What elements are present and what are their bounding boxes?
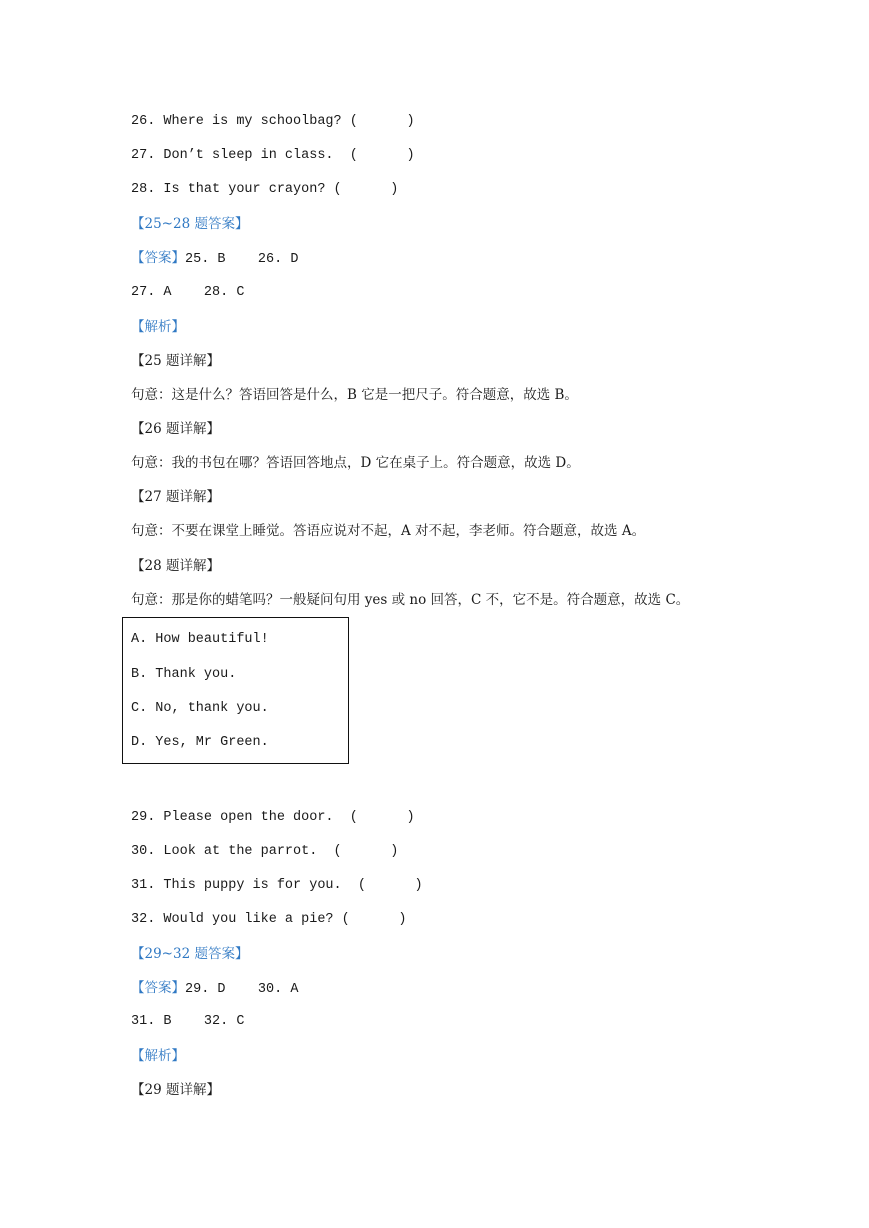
detail-title-25: 【25 题详解】 — [131, 353, 220, 369]
answer-line-4: 31. B 32. C — [131, 1014, 245, 1029]
detail-title-29: 【29 题详解】 — [131, 1082, 220, 1098]
answer-header-25-28: 【25~28 题答案】 — [131, 216, 249, 232]
detail-text-25: 句意：这是什么？答语回答是什么，B 它是一把尺子。符合题意，故选 B。 — [131, 387, 578, 403]
answer-header-29-32: 【29~32 题答案】 — [131, 946, 249, 962]
question-32: 32. Would you like a pie? ( ) — [131, 912, 407, 927]
option-b: B. Thank you. — [131, 667, 237, 682]
answer-values-b: 29. D 30. A — [185, 982, 299, 997]
analysis-label: 【解析】 — [131, 319, 185, 335]
option-c: C. No, thank you. — [131, 701, 269, 716]
detail-title-26: 【26 题详解】 — [131, 421, 220, 437]
detail-text-27: 句意：不要在课堂上睡觉。答语应说对不起，A 对不起，李老师。符合题意，故选 A。 — [131, 523, 646, 539]
detail-title-28: 【28 题详解】 — [131, 558, 220, 574]
options-box — [122, 617, 349, 764]
question-31: 31. This puppy is for you. ( ) — [131, 878, 423, 893]
question-26: 26. Where is my schoolbag? ( ) — [131, 114, 415, 129]
detail-title-27: 【27 题详解】 — [131, 489, 220, 505]
question-30: 30. Look at the parrot. ( ) — [131, 844, 399, 859]
question-29: 29. Please open the door. ( ) — [131, 810, 415, 825]
question-27: 27. Don’t sleep in class. ( ) — [131, 148, 415, 163]
detail-text-28: 句意：那是你的蜡笔吗？一般疑问句用 yes 或 no 回答，C 不，它不是。符合题意，故选 C。 — [131, 592, 690, 608]
answer-label: 【答案】 — [131, 250, 185, 266]
answer-line-3 — [131, 979, 298, 999]
option-a: A. How beautiful! — [131, 632, 269, 647]
answer-label-b: 【答案】 — [131, 980, 185, 996]
answer-line-1 — [131, 249, 298, 269]
detail-text-26: 句意：我的书包在哪？答语回答地点，D 它在桌子上。符合题意，故选 D。 — [131, 455, 580, 471]
option-d: D. Yes, Mr Green. — [131, 735, 269, 750]
question-28: 28. Is that your crayon? ( ) — [131, 182, 399, 197]
answer-values: 25. B 26. D — [185, 252, 299, 267]
answer-line-2: 27. A 28. C — [131, 285, 245, 300]
analysis-label-b: 【解析】 — [131, 1048, 185, 1064]
